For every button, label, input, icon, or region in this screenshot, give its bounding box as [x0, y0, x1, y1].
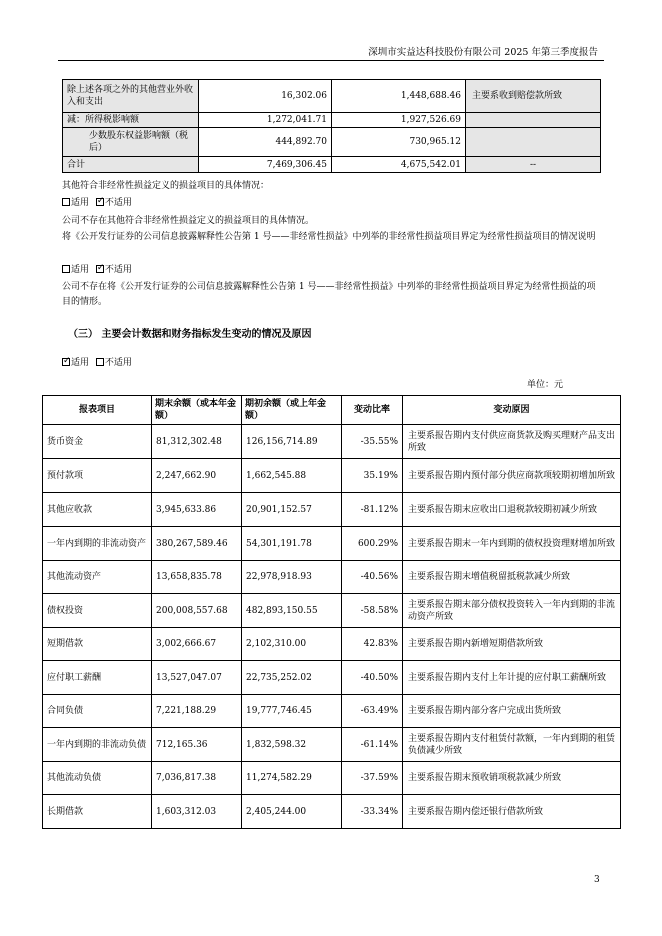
table-row	[43, 561, 621, 594]
end-balance: 380,267,589.46	[152, 527, 242, 561]
row-item: 长期借款	[43, 795, 152, 829]
begin-balance: 22,735,252.02	[242, 661, 342, 695]
end-balance: 3,002,666.67	[152, 628, 242, 661]
begin-balance: 482,893,150.55	[242, 594, 342, 628]
change-ratio: -63.49%	[342, 695, 403, 728]
change-ratio: 42.83%	[342, 628, 403, 661]
table-header-row	[43, 396, 621, 425]
applicability-options	[62, 196, 602, 211]
row-note	[466, 128, 601, 157]
option-label: 适用	[71, 265, 90, 275]
checkbox-unchecked-icon	[62, 265, 70, 273]
option-label: 适用	[71, 198, 90, 208]
end-balance: 7,036,817.38	[152, 762, 242, 795]
row-label: 合计	[63, 157, 199, 173]
row-label: 除上述各项之外的其他营业外收入和支出	[63, 80, 199, 113]
row-item: 其他应收款	[43, 493, 152, 527]
end-balance: 1,603,312.03	[152, 795, 242, 829]
table-row	[63, 80, 601, 113]
row-item: 一年内到期的非流动负债	[43, 728, 152, 762]
change-ratio: -33.34%	[342, 795, 403, 829]
row-item: 其他流动负债	[43, 762, 152, 795]
change-ratio: -40.50%	[342, 661, 403, 695]
change-reason: 主要系报告期末增值税留抵税款减少所致	[403, 561, 621, 594]
checkbox-checked-icon	[96, 198, 104, 206]
table-row	[43, 728, 621, 762]
ytd-amount: 730,965.12	[332, 128, 466, 157]
end-balance: 81,312,302.48	[152, 425, 242, 459]
column-header: 变动比率	[342, 396, 403, 425]
row-note: 主要系收到赔偿款所致	[466, 80, 601, 113]
ytd-amount: 1,448,688.46	[332, 80, 466, 113]
table-row	[43, 795, 621, 829]
option-label: 不适用	[104, 358, 132, 368]
row-item: 一年内到期的非流动资产	[43, 527, 152, 561]
row-label: 减：所得税影响额	[63, 113, 199, 128]
row-note: --	[466, 157, 601, 173]
row-item: 短期借款	[43, 628, 152, 661]
change-ratio: -40.56%	[342, 561, 403, 594]
change-reason: 主要系报告期内支付上年计提的应付职工薪酬所致	[403, 661, 621, 695]
row-item: 应付职工薪酬	[43, 661, 152, 695]
begin-balance: 20,901,152.57	[242, 493, 342, 527]
end-balance: 712,165.36	[152, 728, 242, 762]
header-divider	[58, 60, 604, 61]
current-amount: 444,892.70	[199, 128, 332, 157]
option-label: 不适用	[104, 198, 132, 208]
paragraph: 将《公开发行证券的公司信息披露解释性公告第 1 号——非经常性损益》中列举的非经常性损益项目界定为经常性损益项目的情况说明	[62, 232, 596, 242]
ytd-amount: 4,675,542.01	[332, 157, 466, 173]
table-row	[63, 113, 601, 128]
table-row	[43, 695, 621, 728]
table-row	[43, 661, 621, 695]
end-balance: 3,945,633.86	[152, 493, 242, 527]
change-reason: 主要系报告期末部分债权投资转入一年内到期的非流动资产所致	[403, 594, 621, 628]
paragraph: 公司不存在将《公开发行证券的公司信息披露解释性公告第 1 号——非经常性损益》中列举的非经常性损益项目界定为经常性损益的项目的情形。	[62, 282, 596, 307]
begin-balance: 22,978,918.93	[242, 561, 342, 594]
table-row	[43, 493, 621, 527]
section-title: （三） 主要会计数据和财务指标发生变动的情况及原因	[68, 329, 312, 340]
page-header: 深圳市实益达科技股份有限公司 2025 年第三季度报告	[368, 47, 598, 58]
current-amount: 16,302.06	[199, 80, 332, 113]
end-balance: 7,221,188.29	[152, 695, 242, 728]
begin-balance: 11,274,582.29	[242, 762, 342, 795]
change-ratio: -35.55%	[342, 425, 403, 459]
change-ratio: 600.29%	[342, 527, 403, 561]
table-row	[63, 128, 601, 157]
end-balance: 13,527,047.07	[152, 661, 242, 695]
table-row	[43, 425, 621, 459]
column-header: 报表项目	[43, 396, 152, 425]
change-ratio: -61.14%	[342, 728, 403, 762]
row-item: 货币资金	[43, 425, 152, 459]
option-label: 不适用	[104, 265, 132, 275]
begin-balance: 2,405,244.00	[242, 795, 342, 829]
begin-balance: 2,102,310.00	[242, 628, 342, 661]
change-ratio: -37.59%	[342, 762, 403, 795]
change-reason: 主要系报告期内预付部分供应商款项较期初增加所致	[403, 459, 621, 493]
change-reason: 主要系报告期末一年内到期的债权投资理财增加所致	[403, 527, 621, 561]
begin-balance: 1,662,545.88	[242, 459, 342, 493]
checkbox-checked-icon	[96, 265, 104, 273]
checkbox-unchecked-icon	[96, 358, 104, 366]
checkbox-checked-icon	[62, 358, 70, 366]
change-reason: 主要系报告期末预收销项税款减少所致	[403, 762, 621, 795]
table-row	[43, 459, 621, 493]
end-balance: 200,008,557.68	[152, 594, 242, 628]
paragraph: 其他符合非经常性损益定义的损益项目的具体情况：	[62, 181, 270, 191]
paragraph: 公司不存在其他符合非经常性损益定义的损益项目的具体情况。	[62, 216, 315, 226]
row-item: 债权投资	[43, 594, 152, 628]
current-amount: 7,469,306.45	[199, 157, 332, 173]
applicability-options	[62, 263, 602, 278]
table-row	[43, 762, 621, 795]
change-reason: 主要系报告期内支付供应商货款及购买理财产品支出所致	[403, 425, 621, 459]
change-ratio: -58.58%	[342, 594, 403, 628]
begin-balance: 19,777,746.45	[242, 695, 342, 728]
begin-balance: 1,832,598.32	[242, 728, 342, 762]
table-row	[43, 628, 621, 661]
begin-balance: 54,301,191.78	[242, 527, 342, 561]
unit-label: 单位：元	[527, 380, 564, 390]
column-header: 变动原因	[403, 396, 621, 425]
table-row	[63, 157, 601, 173]
table-row	[43, 527, 621, 561]
end-balance: 13,658,835.78	[152, 561, 242, 594]
change-reason: 主要系报告期内部分客户完成出货所致	[403, 695, 621, 728]
change-ratio: 35.19%	[342, 459, 403, 493]
column-header: 期初余额（或上年金额）	[242, 396, 342, 425]
change-analysis-table	[42, 395, 621, 829]
non-recurring-table	[62, 79, 601, 173]
change-reason: 主要系报告期末应收出口退税款较期初减少所致	[403, 493, 621, 527]
change-ratio: -81.12%	[342, 493, 403, 527]
page-number: 3	[594, 875, 600, 885]
ytd-amount: 1,927,526.69	[332, 113, 466, 128]
checkbox-unchecked-icon	[62, 198, 70, 206]
row-note	[466, 113, 601, 128]
applicability-options	[62, 356, 602, 371]
row-item: 预付款项	[43, 459, 152, 493]
column-header: 期末余额（或本年金额）	[152, 396, 242, 425]
row-item: 其他流动资产	[43, 561, 152, 594]
change-reason: 主要系报告期内新增短期借款所致	[403, 628, 621, 661]
change-reason: 主要系报告期内支付租赁付款额，一年内到期的租赁负债减少所致	[403, 728, 621, 762]
end-balance: 2,247,662.90	[152, 459, 242, 493]
current-amount: 1,272,041.71	[199, 113, 332, 128]
begin-balance: 126,156,714.89	[242, 425, 342, 459]
option-label: 适用	[71, 358, 90, 368]
change-reason: 主要系报告期内偿还银行借款所致	[403, 795, 621, 829]
row-label: 少数股东权益影响额（税后）	[63, 128, 199, 157]
row-item: 合同负债	[43, 695, 152, 728]
table-row	[43, 594, 621, 628]
